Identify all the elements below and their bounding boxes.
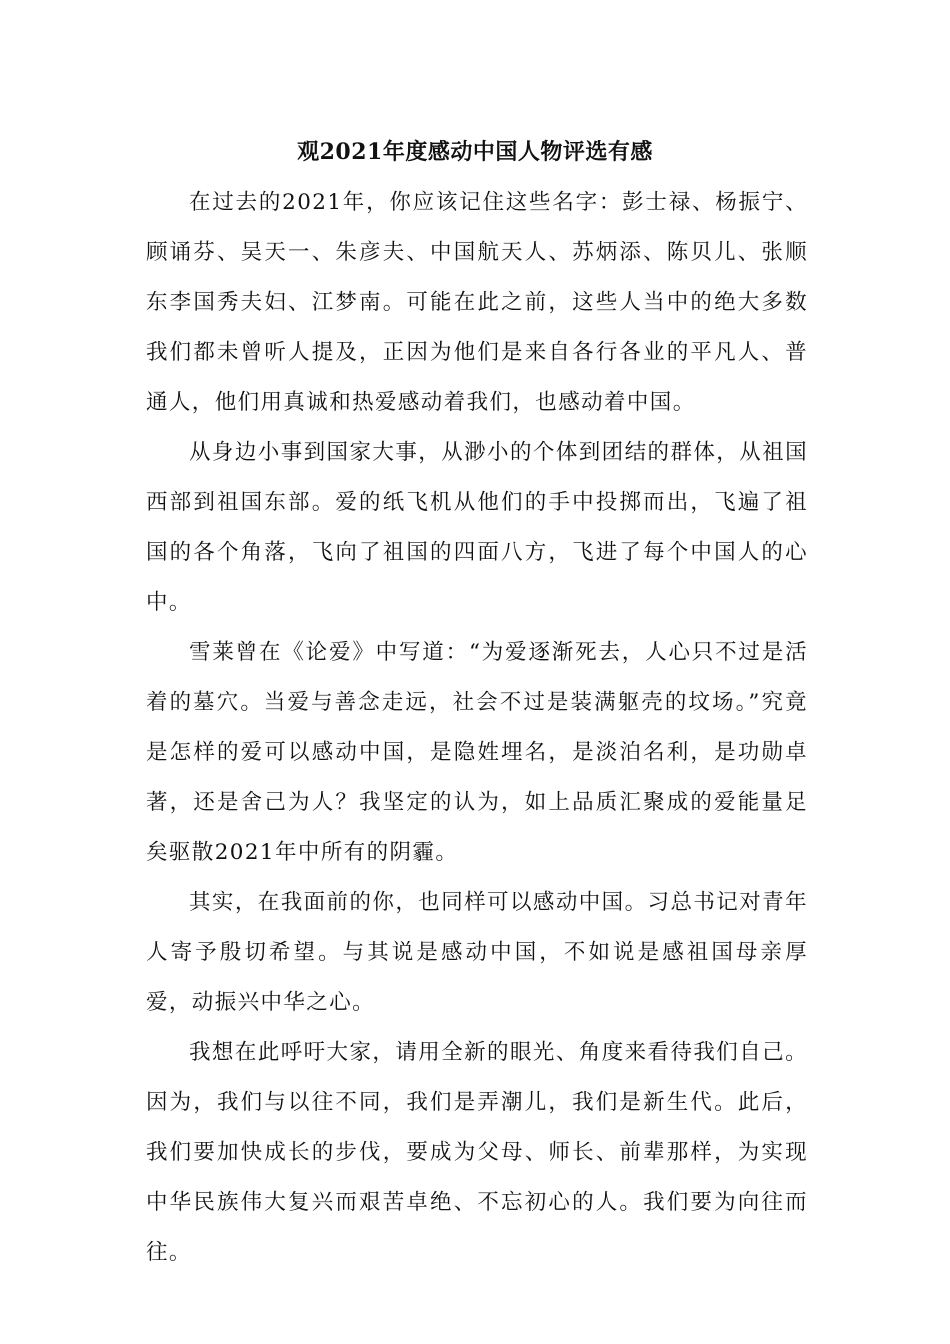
paragraph-3: 雪莱曾在《论爱》中写道：“为爱逐渐死去，人心只不过是活着的墓穴。当爱与善念走远，社会不过是装满躯壳的坟场。”究竟是怎样的爱可以感动中国，是隐姓埋名，是淡泊名利，是功勋卓著，还是舍己为人？我坚定的认为，如上品质汇聚成的爱能量足矣驱散2021年中所有的阴霾。 [146, 640, 808, 865]
paragraph-4: 其实，在我面前的你，也同样可以感动中国。习总书记对青年人寄予殷切希望。与其说是感动中国，不如说是感祖国母亲厚爱，动振兴中华之心。 [146, 890, 808, 1015]
document-title: 观2021年度感动中国人物评选有感 [297, 139, 653, 165]
paragraph-2: 从身边小事到国家大事，从渺小的个体到团结的群体，从祖国西部到祖国东部。爱的纸飞机从他们的手中投掷而出，飞遍了祖国的各个角落，飞向了祖国的四面八方，飞进了每个中国人的心中。 [146, 440, 808, 615]
document-body [146, 178, 808, 1278]
paragraph-1: 在过去的2021年，你应该记住这些名字：彭士禄、杨振宁、顾诵芬、吴天一、朱彦夫、中国航天人、苏炳添、陈贝儿、张顺东李国秀夫妇、江梦南。可能在此之前，这些人当中的绝大多数我们都未曾听人提及，正因为他们是来自各行各业的平凡人、普通人，他们用真诚和热爱感动着我们，也感动着中国。 [146, 190, 808, 415]
paragraph-5: 我想在此呼吁大家，请用全新的眼光、角度来看待我们自己。因为，我们与以往不同，我们是弄潮儿，我们是新生代。此后，我们要加快成长的步伐，要成为父母、师长、前辈那样，为实现中华民族伟大复兴而艰苦卓绝、不忘初心的人。我们要为向往而往。 [146, 1040, 808, 1265]
